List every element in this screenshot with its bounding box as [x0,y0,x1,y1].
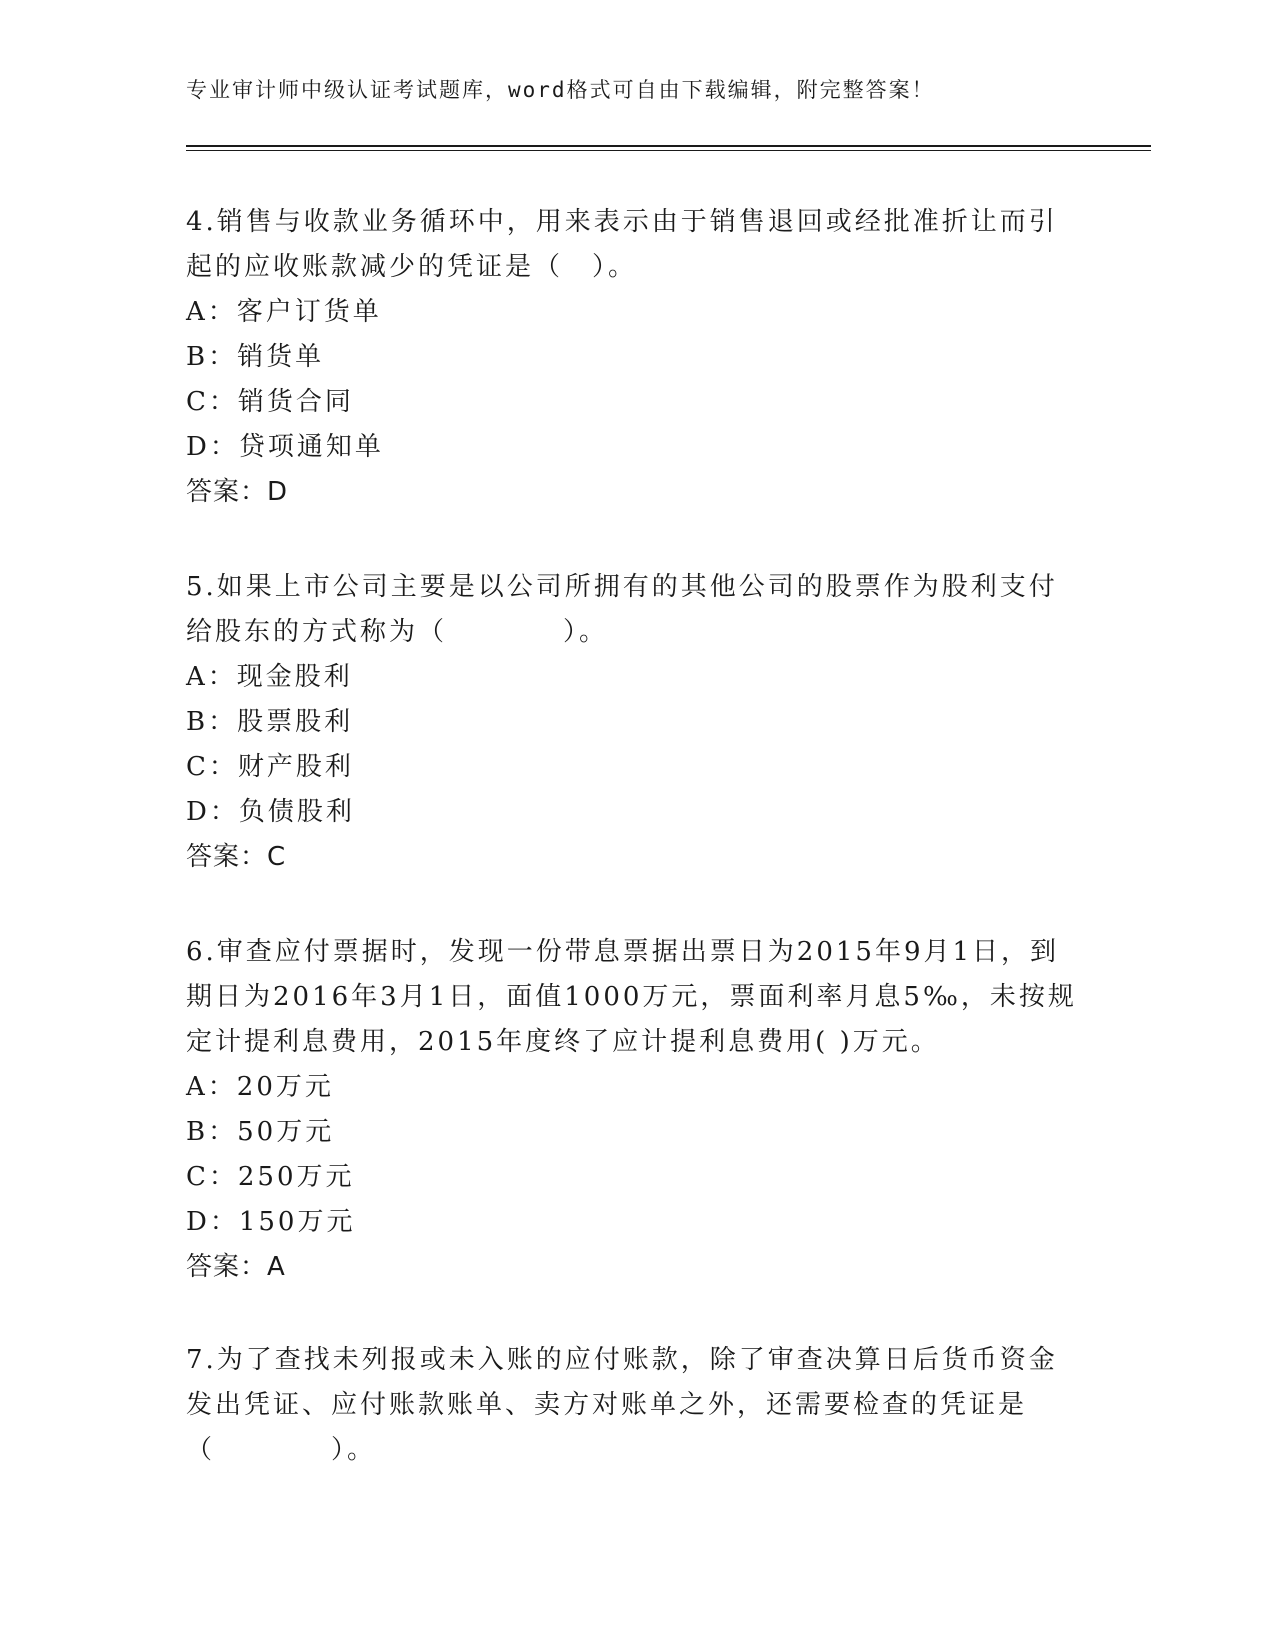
question-6 [186,930,1086,1290]
option-b: B：销货单 [186,342,325,372]
option-a: A：现金股利 [186,662,353,692]
answer-line: 答案：D [186,477,289,507]
option-a: A：客户订货单 [186,297,382,327]
question-stem: 4.销售与收款业务循环中，用来表示由于销售退回或经批准折让而引起的应收账款减少的凭证是（ ）。 [186,207,1058,282]
question-stem: 6.审查应付票据时，发现一份带息票据出票日为2015年9月1日，到期日为2016年3月1日，面值1000万元，票面利率月息5‰，未按规定计提利息费用，2015年度终了应计提利息费用( )万元。 [186,937,1077,1057]
header-divider [186,145,1151,147]
option-d: D：负债股利 [186,797,355,827]
question-7 [186,1338,1086,1473]
question-stem: 5.如果上市公司主要是以公司所拥有的其他公司的股票作为股利支付给股东的方式称为（ ）。 [186,572,1058,647]
option-c: C：销货合同 [186,387,354,417]
option-a: A：20万元 [186,1072,334,1102]
option-b: B：股票股利 [186,707,354,737]
answer-line: 答案：C [186,842,287,872]
option-d: D：150万元 [186,1207,356,1237]
question-4 [186,200,1086,515]
question-5 [186,565,1086,880]
header-divider-thin [186,150,1151,151]
page-header: 专业审计师中级认证考试题库，word格式可自由下载编辑，附完整答案！ [186,78,935,102]
answer-line: 答案：A [186,1252,286,1282]
option-c: C：250万元 [186,1162,355,1192]
question-stem: 7.为了查找未列报或未入账的应付账款，除了审查决算日后货币资金发出凭证、应付账款账单、卖方对账单之外，还需要检查的凭证是（ ）。 [186,1345,1058,1465]
option-d: D：贷项通知单 [186,432,384,462]
option-c: C：财产股利 [186,752,354,782]
option-b: B：50万元 [186,1117,335,1147]
